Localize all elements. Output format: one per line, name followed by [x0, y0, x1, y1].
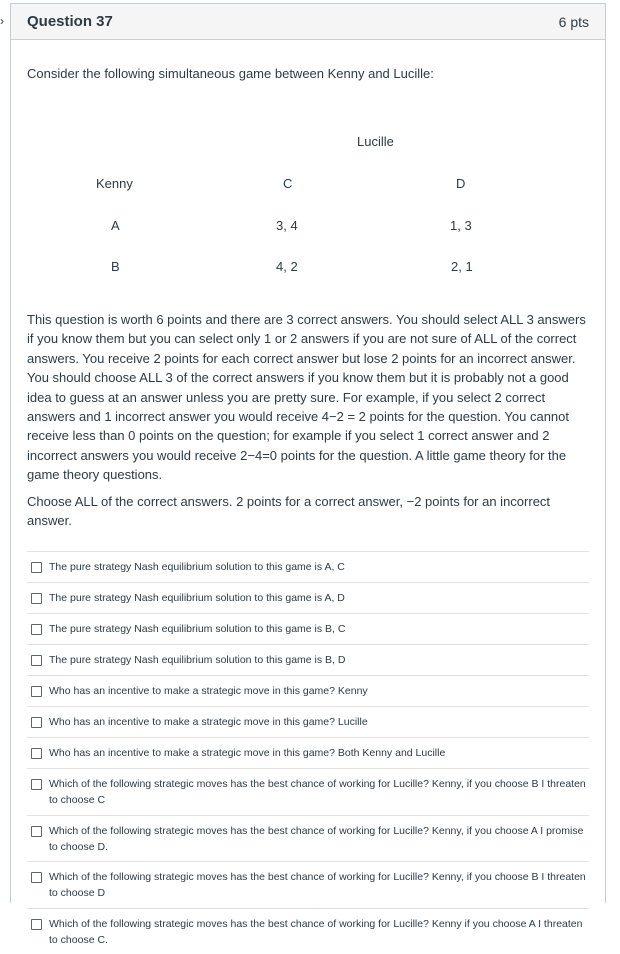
question-points: 6 pts [558, 13, 589, 30]
answer-label: The pure strategy Nash equilibrium solution to this game is A, D [49, 592, 345, 605]
answer-label: Which of the following strategic moves has the best chance of working for Lucille? Kenny, if you choose B I threaten to choose D [49, 871, 586, 900]
answer-label: Who has an incentive to make a strategic move in this game? Kenny [49, 685, 368, 698]
checkbox[interactable] [31, 748, 42, 759]
answer-label: Who has an incentive to make a strategic move in this game? Both Kenny and Lucille [49, 747, 446, 760]
checkbox[interactable] [31, 872, 42, 883]
answer-label: The pure strategy Nash equilibrium solution to this game is A, C [49, 561, 345, 574]
checkbox[interactable] [31, 562, 42, 573]
answer-option[interactable] [27, 644, 589, 675]
answer-label: Which of the following strategic moves has the best chance of working for Lucille? Kenny, if you choose B I threaten to choose C [49, 778, 586, 807]
answer-option[interactable] [27, 908, 589, 954]
payoff-table [27, 83, 589, 274]
answer-option[interactable] [27, 768, 589, 815]
answer-option[interactable] [27, 613, 589, 644]
checkbox[interactable] [31, 624, 42, 635]
choose-all-instruction: Choose ALL of the correct answers. 2 points for a correct answer, −2 points for an incorrect answer. [27, 493, 551, 529]
row-player-label: Kenny [96, 176, 133, 191]
payoff-b-d: 2, 1 [451, 259, 473, 274]
column-strategy-d: D [456, 176, 466, 191]
payoff-a-c: 3, 4 [276, 218, 298, 233]
answer-option[interactable] [27, 706, 589, 737]
checkbox[interactable] [31, 593, 42, 604]
column-strategy-c: C [283, 176, 293, 191]
answer-list [27, 551, 589, 954]
answer-label: Which of the following strategic moves has the best chance of working for Lucille? Kenny if you choose A I threaten to choose C. [49, 917, 583, 946]
answer-option[interactable] [27, 582, 589, 613]
question-title: Question 37 [27, 13, 113, 30]
answer-label: Which of the following strategic moves has the best chance of working for Lucille? Kenny, if you choose A I promise to choose D. [49, 824, 584, 853]
instructions-paragraph: This question is worth 6 points and there are 3 correct answers. You should select ALL 3 answers if you know them but you can select only 1 or 2 answers if you are not sure of ALL of the correct answers. You receive 2 points for each correct answer but lose 2 points for an incorrect answer. You should choose ALL 3 of the correct answers if you know them but it is probably not a good idea to guess at an answer unless you are pretty sure. For example, if you select 2 correct answers and 1 incorrect answer you would receive 4−2 = 2 points for the question. You cannot receive less than 0 points on the question; for example if you select 1 correct answer and 2 incorrect answers you would receive 2−4=0 points for the question. A little game theory for the game theory questions. [27, 312, 586, 483]
question-intro: Consider the following simultaneous game between Kenny and Lucille: [27, 66, 434, 81]
row-strategy-a: A [111, 218, 120, 233]
question-header [11, 4, 605, 40]
question-body [11, 65, 605, 954]
answer-option[interactable] [27, 675, 589, 706]
answer-label: The pure strategy Nash equilibrium solution to this game is B, D [49, 654, 346, 667]
question-card [10, 3, 606, 946]
checkbox[interactable] [31, 826, 42, 837]
answer-label: The pure strategy Nash equilibrium solution to this game is B, C [49, 623, 346, 636]
checkbox[interactable] [31, 779, 42, 790]
payoff-b-c: 4, 2 [276, 259, 298, 274]
answer-option[interactable] [27, 737, 589, 768]
checkbox[interactable] [31, 717, 42, 728]
checkbox[interactable] [31, 655, 42, 666]
answer-label: Who has an incentive to make a strategic move in this game? Lucille [49, 716, 368, 729]
checkbox[interactable] [31, 919, 42, 930]
row-strategy-b: B [111, 259, 120, 274]
checkbox[interactable] [31, 686, 42, 697]
payoff-a-d: 1, 3 [450, 218, 472, 233]
column-player-label: Lucille [357, 134, 394, 149]
answer-option[interactable] [27, 815, 589, 862]
collapse-marker-icon: › [0, 14, 4, 28]
answer-option[interactable] [27, 551, 589, 582]
